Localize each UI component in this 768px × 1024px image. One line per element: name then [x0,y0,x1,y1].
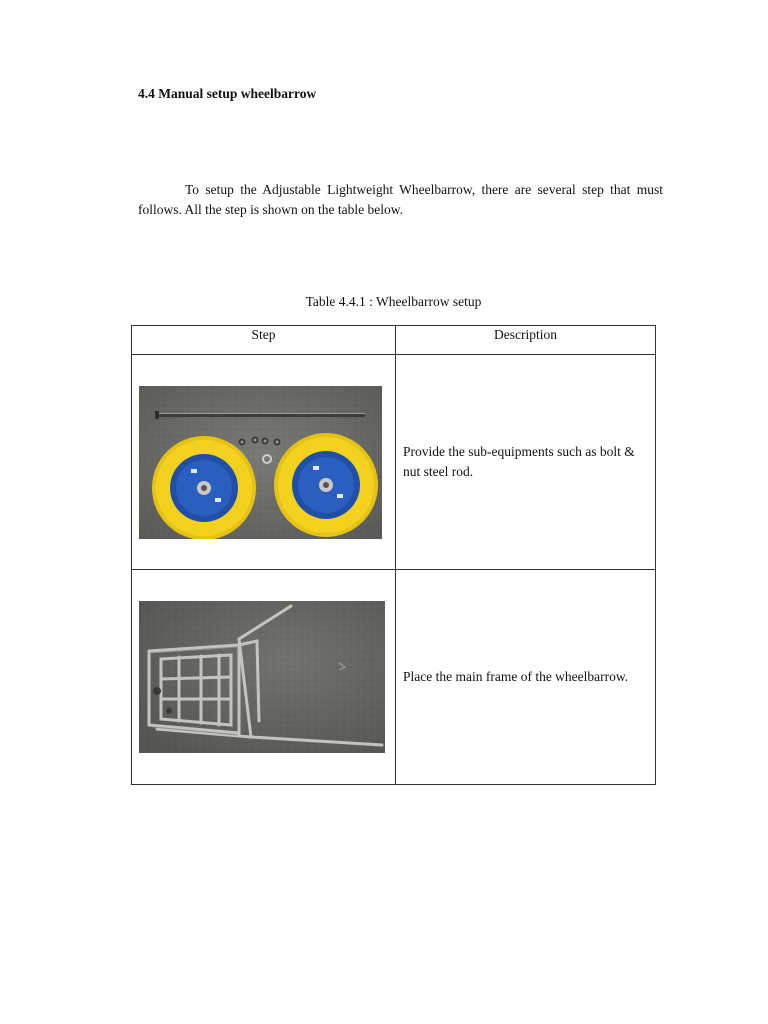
step-image-cell [132,570,396,785]
header-description: Description [396,326,656,355]
step-description: Provide the sub-equipments such as bolt & nut steel rod. [396,355,656,570]
section-heading: 4.4 Manual setup wheelbarrow [138,86,317,101]
table-row [132,355,656,570]
table-row [132,570,656,785]
step-image-cell [132,355,396,570]
table-caption: Table 4.4.1 : Wheelbarrow setup [305,294,482,309]
header-step: Step [132,326,396,355]
step-description: Place the main frame of the wheelbarrow. [396,570,656,785]
wheelbarrow-frame-photo [139,601,385,753]
table-header-row [132,326,656,355]
intro-paragraph: To setup the Adjustable Lightweight Wheelbarrow, there are several step that must follows. All the step is shown on the table below. [138,182,663,217]
setup-table [131,325,656,785]
wheels-rod-bolts-photo [139,386,382,539]
